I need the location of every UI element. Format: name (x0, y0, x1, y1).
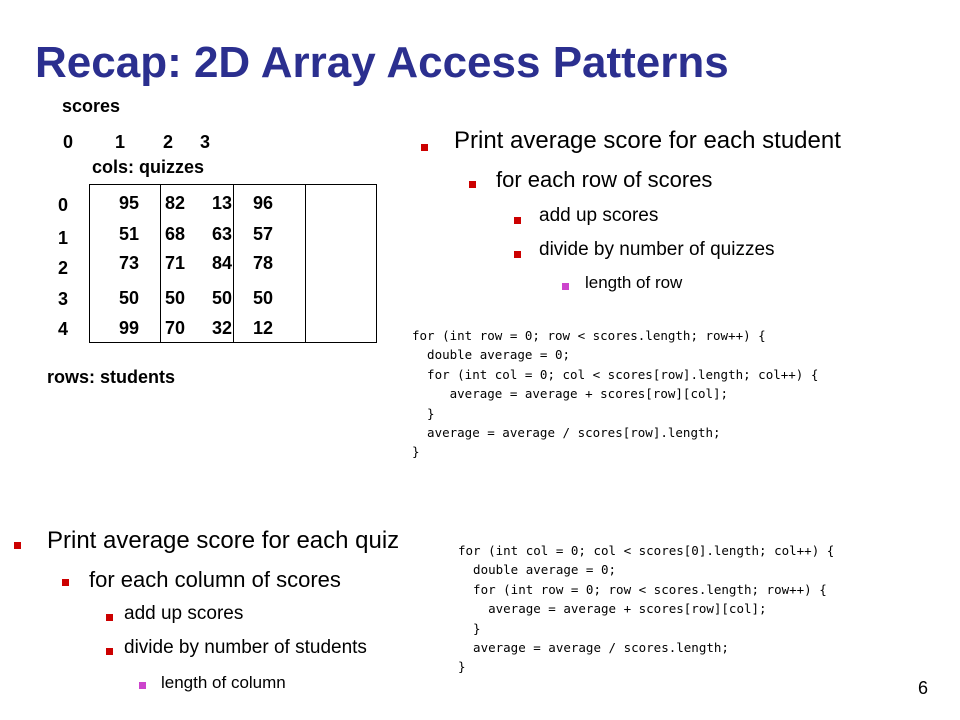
grid-cell: 68 (165, 224, 186, 244)
scores-grid (89, 184, 377, 343)
bullet-text-level1: Print average score for each quiz (47, 527, 400, 554)
grid-cell: 63 (212, 224, 233, 244)
slide-title: Recap: 2D Array Access Patterns (35, 38, 729, 87)
bullet-text-level4: length of row (585, 273, 683, 292)
grid-column-divider (305, 185, 306, 342)
bullet-text-level2: for each column of scores (89, 567, 341, 592)
grid-cell: 73 (119, 253, 140, 273)
grid-cell: 12 (253, 318, 274, 338)
grid-cell: 57 (253, 224, 274, 244)
bullet-text-level4: length of column (161, 673, 286, 692)
bullet-icon (106, 648, 113, 655)
grid-cell: 50 (253, 288, 274, 308)
grid-cell: 99 (119, 318, 140, 338)
bullet-text-level1: Print average score for each student (454, 127, 841, 154)
bullet-text-level3: divide by number of quizzes (539, 239, 775, 260)
col-index: 2 (163, 132, 174, 152)
bullet-icon (469, 181, 476, 188)
page-number: 6 (917, 678, 928, 698)
code-block-column-average: for (int col = 0; col < scores[0].length; col++) { double average = 0; for (int row = 0; row < scores.length; row++) { average = average + scores[row][col]; } average = average / scores.length; } (458, 543, 835, 675)
bullet-icon (514, 251, 521, 258)
grid-column-divider (160, 185, 161, 342)
grid-cell: 96 (253, 193, 274, 213)
bullet-icon (106, 614, 113, 621)
row-index: 4 (58, 319, 69, 339)
code-block-row-average: for (int row = 0; row < scores.length; row++) { double average = 0; for (int col = 0; col < scores[row].length; col++) { average = average + scores[row][col]; } average = average / scores[row].length; } (412, 328, 819, 460)
bullet-icon (421, 144, 428, 151)
row-index: 0 (58, 195, 69, 215)
bullet-icon (514, 217, 521, 224)
row-index: 2 (58, 258, 69, 278)
bullet-icon (562, 283, 569, 290)
row-index: 1 (58, 228, 69, 248)
grid-cell: 70 (165, 318, 186, 338)
col-index: 3 (200, 132, 211, 152)
grid-cell: 50 (212, 288, 233, 308)
grid-cell: 78 (253, 253, 274, 273)
array-name-label: scores (62, 96, 121, 116)
grid-cell: 82 (165, 193, 186, 213)
col-index: 0 (63, 132, 74, 152)
col-index: 1 (115, 132, 126, 152)
bullet-text-level3: add up scores (124, 603, 244, 624)
cols-label: cols: quizzes (92, 157, 205, 177)
grid-cell: 13 (212, 193, 233, 213)
bullet-icon (62, 579, 69, 586)
grid-cell: 32 (212, 318, 233, 338)
grid-cell: 95 (119, 193, 140, 213)
row-index: 3 (58, 289, 69, 309)
grid-cell: 71 (165, 253, 186, 273)
rows-label: rows: students (47, 367, 176, 387)
grid-cell: 50 (119, 288, 140, 308)
grid-cell: 50 (165, 288, 186, 308)
grid-cell: 84 (212, 253, 233, 273)
bullet-text-level3: add up scores (539, 205, 659, 226)
bullet-text-level2: for each row of scores (496, 167, 713, 192)
grid-column-divider (233, 185, 234, 342)
bullet-icon (14, 542, 21, 549)
grid-cell: 51 (119, 224, 140, 244)
bullet-text-level3: divide by number of students (124, 637, 367, 658)
bullet-icon (139, 682, 146, 689)
